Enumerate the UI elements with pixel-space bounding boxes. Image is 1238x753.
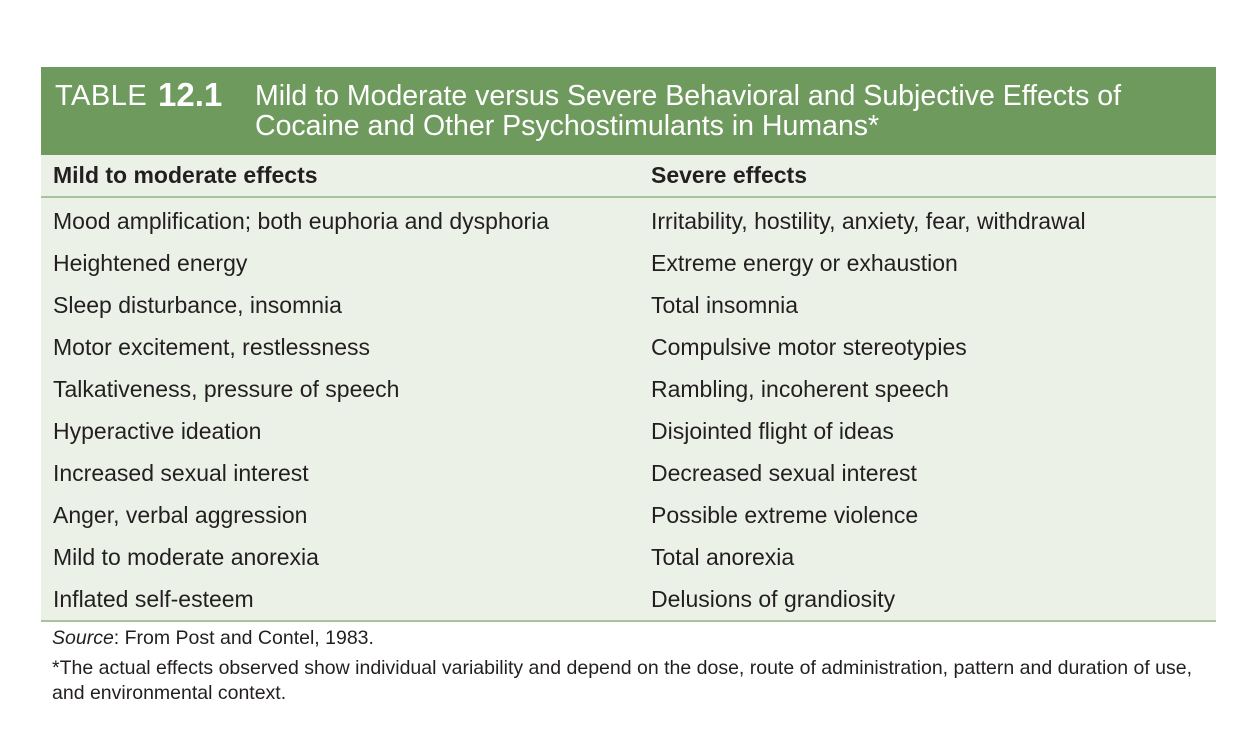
cell-mild-effect: Heightened energy: [53, 249, 248, 276]
table-row: [41, 326, 1216, 368]
cell-severe-effect: Compulsive motor stereotypies: [651, 333, 967, 360]
column-header-mild: Mild to moderate effects: [53, 162, 318, 188]
cell-mild-effect: Mild to moderate anorexia: [53, 543, 319, 570]
table-row: [41, 368, 1216, 410]
table-row: [41, 410, 1216, 452]
table-number: 12.1: [158, 76, 223, 113]
table-title-bar: [41, 67, 1216, 155]
table-label: TABLE: [55, 80, 148, 112]
cell-severe-effect: Rambling, incoherent speech: [651, 375, 949, 402]
cell-severe-effect: Total anorexia: [651, 543, 795, 570]
cell-mild-effect: Increased sexual interest: [53, 459, 309, 486]
table-row: [41, 200, 1216, 242]
footnote-note: *The actual effects observed show individual variability and depend on the dose, route of administration, pattern and duration of use, and environmental context.: [52, 657, 1193, 704]
cell-severe-effect: Decreased sexual interest: [651, 459, 917, 486]
table-row: [41, 242, 1216, 284]
table-title: Mild to Moderate versus Severe Behavioral and Subjective Effects of Cocaine and Other Psychostimulants in Humans*: [255, 80, 1122, 142]
table-body: [41, 155, 1216, 622]
table-header-row: [41, 155, 1216, 198]
column-header-severe: Severe effects: [651, 162, 807, 188]
cell-mild-effect: Mood amplification; both euphoria and dysphoria: [53, 207, 550, 234]
table-row: [41, 452, 1216, 494]
cell-severe-effect: Possible extreme violence: [651, 501, 919, 528]
cell-severe-effect: Delusions of grandiosity: [651, 585, 896, 612]
cell-mild-effect: Hyperactive ideation: [53, 417, 262, 444]
source-label: Source: [52, 627, 114, 649]
cell-mild-effect: Anger, verbal aggression: [53, 501, 308, 528]
table-footnotes: [52, 626, 1212, 706]
table-row: [41, 494, 1216, 536]
cell-severe-effect: Irritability, hostility, anxiety, fear, withdrawal: [651, 207, 1086, 234]
table-row: [41, 284, 1216, 326]
cell-severe-effect: Disjointed flight of ideas: [651, 417, 894, 444]
source-text: : From Post and Contel, 1983.: [113, 627, 374, 649]
cell-mild-effect: Sleep disturbance, insomnia: [53, 291, 342, 318]
cell-mild-effect: Inflated self-esteem: [53, 585, 254, 612]
cell-mild-effect: Talkativeness, pressure of speech: [53, 375, 400, 402]
cell-mild-effect: Motor excitement, restlessness: [53, 333, 371, 360]
data-table: [41, 67, 1216, 622]
cell-severe-effect: Extreme energy or exhaustion: [651, 249, 958, 276]
table-rows: [41, 200, 1216, 620]
source-line: [52, 626, 1212, 651]
table-row: [41, 578, 1216, 620]
cell-severe-effect: Total insomnia: [651, 291, 799, 318]
table-row: [41, 536, 1216, 578]
